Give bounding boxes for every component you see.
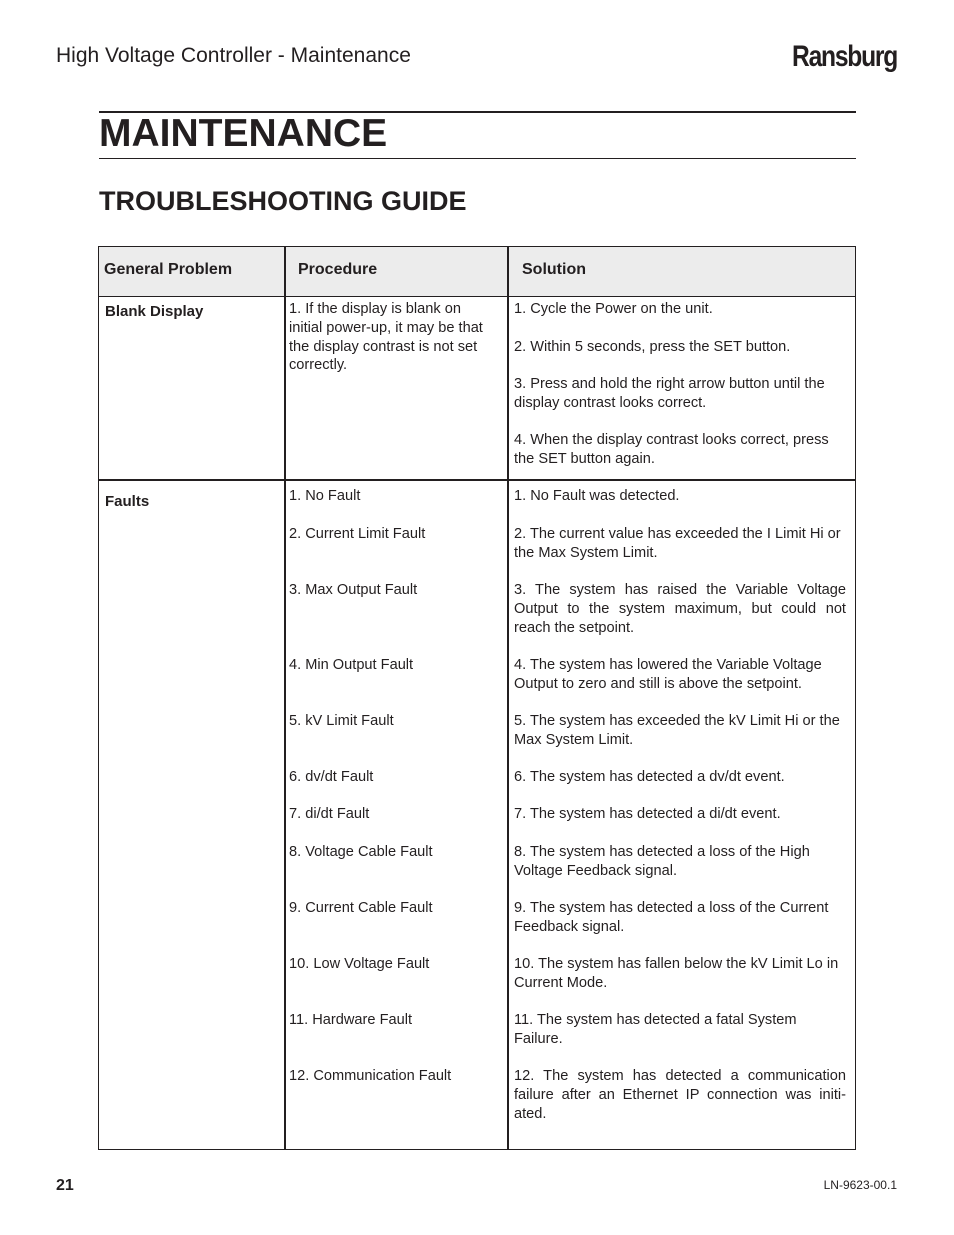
list-item: 4. The system has lowered the Variable Voltage Output to zero and still is above the setpoint.	[514, 657, 822, 692]
column-divider	[507, 247, 509, 1149]
column-header-solution: Solution	[522, 261, 586, 278]
document-code: LN-9623-00.1	[823, 1178, 897, 1192]
list-item: 3. Press and hold the right arrow button until the display contrast looks correct.	[514, 376, 825, 411]
list-item: 10. Low Voltage Fault	[289, 956, 430, 972]
list-item: 3. The system has raised the Variable Voltage Output to the system maximum, but could not reach the setpoint.	[514, 582, 846, 636]
list-item: 6. The system has detected a dv/dt event.	[514, 769, 785, 785]
list-item: 8. Voltage Cable Fault	[289, 844, 433, 860]
list-item: 8. The system has detected a loss of the High Voltage Feedback signal.	[514, 844, 810, 879]
list-item: 2. The current value has exceeded the I Limit Hi or the Max System Limit.	[514, 526, 841, 561]
column-divider	[284, 247, 286, 1149]
list-item: 10. The system has fallen below the kV Limit Lo in Current Mode.	[514, 956, 839, 991]
column-header-procedure: Procedure	[298, 261, 378, 278]
column-header-general-problem: General Problem	[104, 261, 233, 278]
list-item: 2. Current Limit Fault	[289, 526, 426, 542]
page-number: 21	[56, 1177, 74, 1194]
list-item: 1. No Fault was detected.	[514, 488, 680, 504]
list-item: 4. Min Output Fault	[289, 657, 414, 673]
list-item: 5. The system has exceeded the kV Limit Hi or the Max System Limit.	[514, 713, 840, 748]
list-item: 1. Cycle the Power on the unit.	[514, 301, 713, 317]
row-divider	[99, 479, 855, 481]
page-title: MAINTENANCE	[99, 112, 388, 155]
header-title: High Voltage Controller - Maintenance	[56, 44, 411, 67]
list-item: 9. Current Cable Fault	[289, 900, 433, 916]
list-item: 4. When the display contrast looks correct, press the SET button again.	[514, 432, 829, 467]
list-item: 11. Hardware Fault	[289, 1012, 413, 1028]
troubleshooting-table	[98, 246, 856, 1150]
list-item: 3. Max Output Fault	[289, 582, 418, 598]
list-item: 11. The system has detected a fatal System Failure.	[514, 1012, 797, 1047]
list-item: 7. di/dt Fault	[289, 806, 370, 822]
title-rule-bottom	[99, 158, 856, 159]
section-title: TROUBLESHOOTING GUIDE	[99, 186, 467, 216]
list-item: 6. dv/dt Fault	[289, 769, 374, 785]
list-item: 7. The system has detected a di/dt event.	[514, 806, 781, 822]
list-item: 12. The system has detected a communication failure after an Ethernet IP connection was initi-ated.	[514, 1068, 846, 1122]
list-item: 2. Within 5 seconds, press the SET button.	[514, 339, 791, 355]
list-item: 5. kV Limit Fault	[289, 713, 394, 729]
list-item: 9. The system has detected a loss of the Current Feedback signal.	[514, 900, 829, 935]
list-item: 1. No Fault	[289, 488, 361, 504]
brand-logo: Ransburg	[792, 40, 897, 73]
table-row-problem: Faults	[105, 493, 150, 510]
list-item: 1. If the display is blank on initial power-up, it may be that the display contrast is not set correctly.	[289, 301, 483, 374]
list-item: 12. Communication Fault	[289, 1068, 452, 1084]
table-row-problem: Blank Display	[105, 303, 204, 320]
